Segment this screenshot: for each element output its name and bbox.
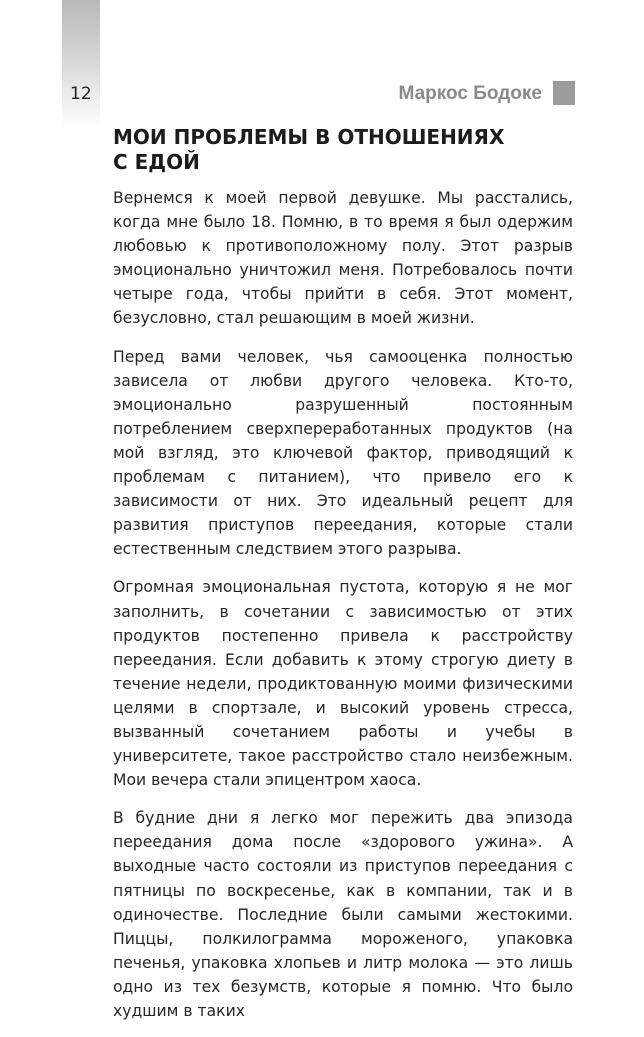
paragraph-2: Перед вами человек, чья самооценка полностью зависела от любви другого человека. Кто-то, эмоционально разрушенный постоянным потреблением сверхпереработанных продуктов (на мой взгляд, это ключевой фактор, приводящий к проблемам с питанием), что привело его к зависимости от них. Это идеальный рецепт для развития приступов переедания, которые стали естественным следствием этого разрыва. xyxy=(113,347,573,559)
running-head-marker xyxy=(553,81,575,105)
body-text xyxy=(113,186,573,1037)
paragraph-4: В будние дни я легко мог пережить два эпизода переедания дома после «здорового ужина». А выходные часто состояли из приступов переедания с пятницы по воскресенье, как в компании, так и в одиночестве. Последние были самыми жестокими. Пиццы, полкилограмма мороженого, упаковка печенья, упаковка хлопьев и литр молока — это лишь одно из тех безумств, которые я помню. Что было худшим в таких xyxy=(113,809,573,1020)
running-head-author: Маркос Бодоке xyxy=(398,83,542,104)
page-number: 12 xyxy=(70,84,92,104)
paragraph-3: Огромная эмоциональная пустота, которую я не мог заполнить, в сочетании с зависимостью от этих продуктов постепенно привела к расстройству переедания. Если добавить к этому строгую диету в течение недели, продиктованную моими физическими целями в спортзале, и высокий уровень стресса, вызванный сочетанием работы и учебы в университете, такое расстройство стало неизбежным. Мои вечера стали эпицентром хаоса. xyxy=(113,578,573,790)
chapter-title-line-1: МОИ ПРОБЛЕМЫ В ОТНОШЕНИЯХ xyxy=(113,125,505,149)
paragraph-1: Вернемся к моей первой девушке. Мы расстались, когда мне было 18. Помню, в то время я был одержим любовью к противоположному полу. Этот разрыв эмоционально уничтожил меня. Потребовалось почти четыре года, чтобы прийти в себя. Этот момент, безусловно, стал решающим в моей жизни. xyxy=(113,189,573,328)
chapter-title-line-2: С ЕДОЙ xyxy=(113,150,200,174)
page-tab-gradient xyxy=(62,0,100,130)
chapter-title xyxy=(113,125,553,175)
